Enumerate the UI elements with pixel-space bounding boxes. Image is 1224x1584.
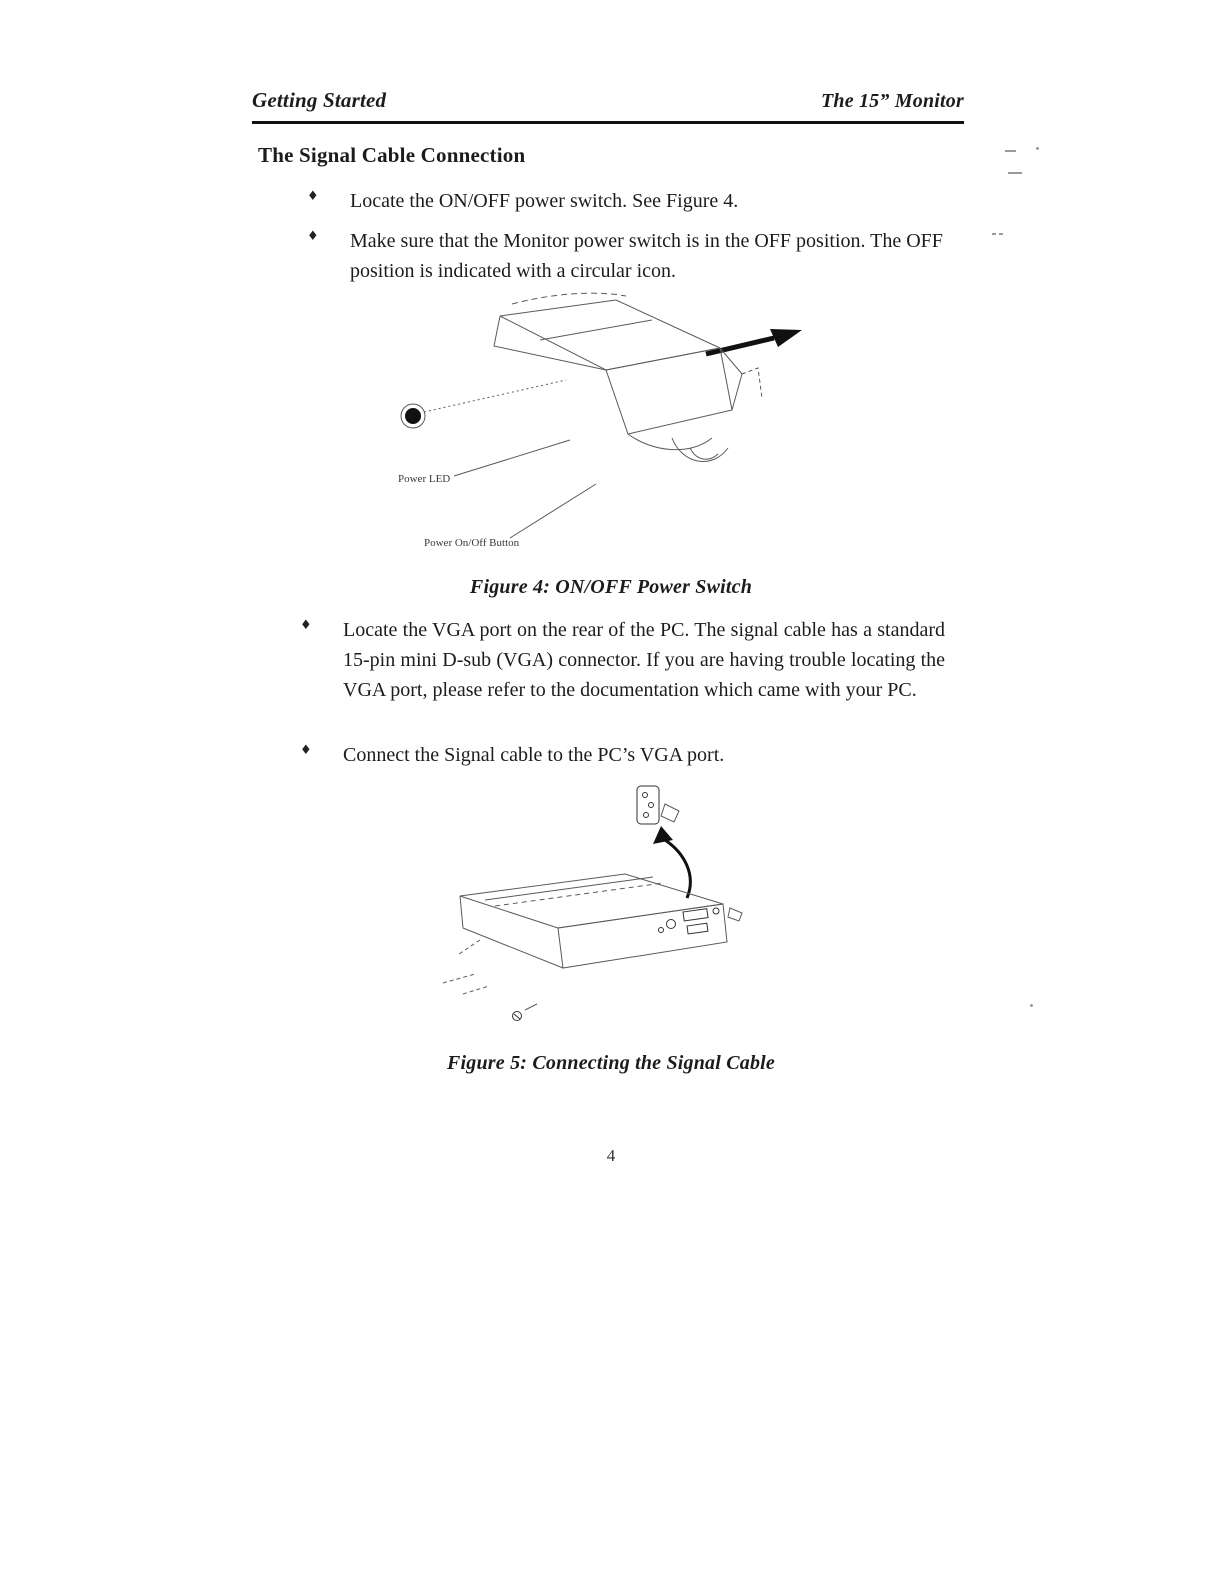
scan-artifact [1036, 147, 1039, 150]
figure4-caption: Figure 4: ON/OFF Power Switch [469, 576, 753, 598]
figure4-illustration [390, 288, 830, 566]
figure4-label-power-button: Power On/Off Button [424, 537, 520, 549]
arrow-icon [770, 329, 802, 347]
figure4-label-power-led: Power LED [398, 473, 451, 485]
bullet-text: Locate the ON/OFF power switch. See Figure 4. [350, 190, 739, 212]
bullet-item [300, 740, 960, 770]
scan-artifact [1030, 1004, 1033, 1007]
section-heading: The Signal Cable Connection [258, 143, 526, 167]
running-header [252, 88, 964, 113]
bullet-text: Make sure that the Monitor power switch is in the OFF position. The OFF position is indicated with a circular icon. [350, 230, 943, 282]
bullet-item [300, 615, 960, 705]
header-rule [252, 121, 964, 124]
header-section-title: Getting Started [252, 88, 387, 112]
arrow-icon [653, 826, 673, 844]
bullet-marker: ♦ [300, 618, 312, 633]
bullet-item [307, 186, 967, 216]
bullet-marker: ♦ [300, 743, 312, 758]
bullet-marker: ♦ [307, 189, 319, 204]
figure5-caption: Figure 5: Connecting the Signal Cable [446, 1052, 775, 1074]
bullet-item [307, 226, 967, 286]
figure5-illustration [425, 778, 765, 1050]
scan-artifact [999, 233, 1003, 235]
scan-artifact [1008, 172, 1022, 174]
bullet-text: Connect the Signal cable to the PC’s VGA port. [343, 744, 725, 766]
scan-artifact [1005, 150, 1016, 152]
bullet-text: Locate the VGA port on the rear of the PC. The signal cable has a standard 15-pin mini D-sub (VGA) connector. If you are having trouble locating the VGA port, please refer to the documentation which came with your PC. [343, 619, 945, 701]
power-button-icon [405, 408, 421, 424]
scan-artifact [992, 233, 996, 235]
bullet-marker: ♦ [307, 229, 319, 244]
header-doc-title: The 15” Monitor [820, 90, 964, 112]
page-number: 4 [606, 1146, 616, 1165]
